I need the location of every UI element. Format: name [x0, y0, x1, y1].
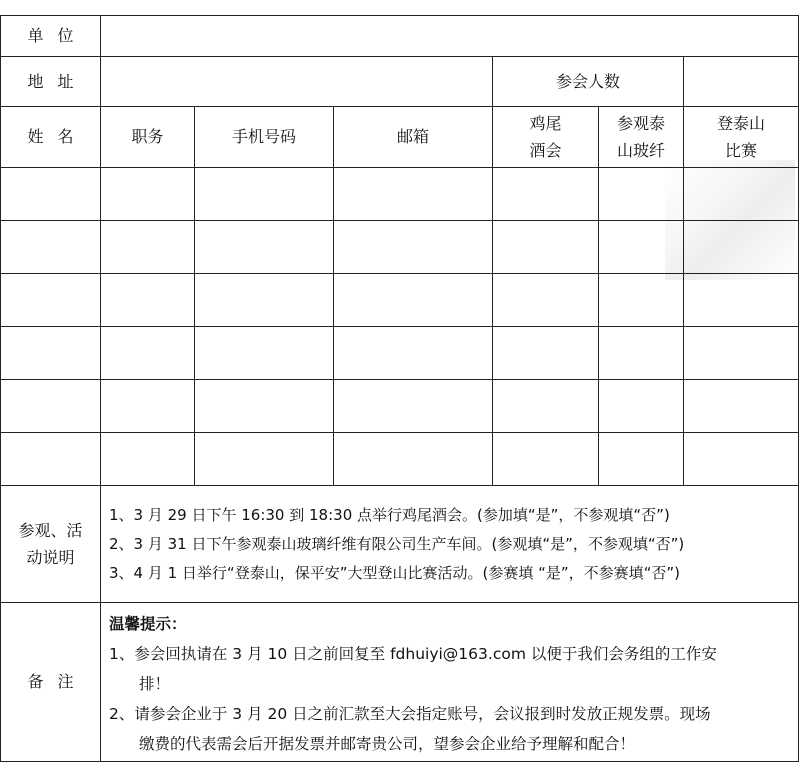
email-cell[interactable]	[333, 326, 493, 380]
attendance-label: 参会人数	[492, 56, 684, 107]
tour-cell[interactable]	[598, 432, 684, 486]
header-cocktail-line2: 酒会	[529, 141, 562, 160]
phone-cell[interactable]	[194, 379, 334, 433]
header-climb-line2: 比赛	[724, 141, 757, 160]
position-cell[interactable]	[100, 167, 195, 221]
header-email: 邮箱	[333, 106, 493, 168]
attendance-field[interactable]	[683, 56, 799, 107]
position-cell[interactable]	[100, 273, 195, 327]
climb-cell[interactable]	[683, 273, 799, 327]
phone-cell[interactable]	[194, 220, 334, 274]
remark-item-reply: 1、参会回执请在 3 月 10 日之前回复至 fdhuiyi@163.com 以便于我们会务组的工作安	[109, 645, 717, 663]
phone-cell[interactable]	[194, 432, 334, 486]
cocktail-cell[interactable]	[492, 379, 599, 433]
header-cocktail-line1: 鸡尾	[529, 113, 562, 133]
tour-cell[interactable]	[598, 326, 684, 380]
climb-cell[interactable]	[683, 379, 799, 433]
remark-item-reply-cont: 排！	[139, 675, 171, 693]
remark-item-payment: 2、请参会企业于 3 月 20 日之前汇款至大会指定账号，会议报到时发放正规发票。现场	[109, 705, 711, 723]
activity-item-tour: 2、3 月 31 日下午参观泰山玻璃纤维有限公司生产车间。(参观填“是”，不参观填“否”)	[109, 534, 685, 553]
activity-item-cocktail: 1、3 月 29 日下午 16:30 到 18:30 点举行鸡尾酒会。(参加填“是”，不参观填“否”)	[109, 505, 670, 524]
climb-cell[interactable]	[683, 167, 799, 221]
phone-cell[interactable]	[194, 273, 334, 327]
header-cocktail	[492, 106, 599, 168]
remarks-content	[100, 602, 799, 762]
position-cell[interactable]	[100, 326, 195, 380]
cocktail-cell[interactable]	[492, 326, 599, 380]
header-tour-line1: 参观泰	[616, 113, 665, 133]
name-cell[interactable]	[0, 379, 101, 433]
position-cell[interactable]	[100, 432, 195, 486]
climb-cell[interactable]	[683, 432, 799, 486]
activity-item-climb: 3、4 月 1 日举行“登泰山，保平安”大型登山比赛活动。(参赛填 “是”，不参赛填“否”)	[109, 563, 681, 582]
email-cell[interactable]	[333, 167, 493, 221]
activities-label-line1: 参观、活	[18, 520, 83, 540]
cocktail-cell[interactable]	[492, 432, 599, 486]
tour-cell[interactable]	[598, 379, 684, 433]
cocktail-cell[interactable]	[492, 220, 599, 274]
name-cell[interactable]	[0, 273, 101, 327]
cocktail-cell[interactable]	[492, 273, 599, 327]
tip-title: 温馨提示：	[109, 615, 187, 633]
remark-item-payment-cont: 缴费的代表需会后开据发票并邮寄贵公司，望参会企业给予理解和配合！	[139, 735, 636, 753]
tour-cell[interactable]	[598, 273, 684, 327]
header-tour-line2: 山玻纤	[616, 141, 665, 160]
email-cell[interactable]	[333, 432, 493, 486]
name-cell[interactable]	[0, 432, 101, 486]
email-cell[interactable]	[333, 379, 493, 433]
address-label: 地址	[0, 56, 101, 107]
name-cell[interactable]	[0, 167, 101, 221]
activities-label	[0, 485, 101, 603]
position-cell[interactable]	[100, 220, 195, 274]
header-name: 姓名	[0, 106, 101, 168]
unit-label: 单位	[0, 15, 101, 57]
tour-cell[interactable]	[598, 220, 684, 274]
climb-cell[interactable]	[683, 326, 799, 380]
phone-cell[interactable]	[194, 167, 334, 221]
position-cell[interactable]	[100, 379, 195, 433]
phone-cell[interactable]	[194, 326, 334, 380]
activities-notes	[100, 485, 799, 603]
tour-cell[interactable]	[598, 167, 684, 221]
activities-label-line2: 动说明	[26, 548, 75, 567]
name-cell[interactable]	[0, 326, 101, 380]
unit-field[interactable]	[100, 15, 799, 57]
name-cell[interactable]	[0, 220, 101, 274]
email-cell[interactable]	[333, 273, 493, 327]
header-position: 职务	[100, 106, 195, 168]
address-field[interactable]	[100, 56, 493, 107]
header-climb-line1: 登泰山	[716, 113, 765, 133]
remarks-label: 备注	[0, 602, 101, 762]
email-cell[interactable]	[333, 220, 493, 274]
header-climb	[683, 106, 799, 168]
header-tour	[598, 106, 684, 168]
header-phone: 手机号码	[194, 106, 334, 168]
climb-cell[interactable]	[683, 220, 799, 274]
cocktail-cell[interactable]	[492, 167, 599, 221]
